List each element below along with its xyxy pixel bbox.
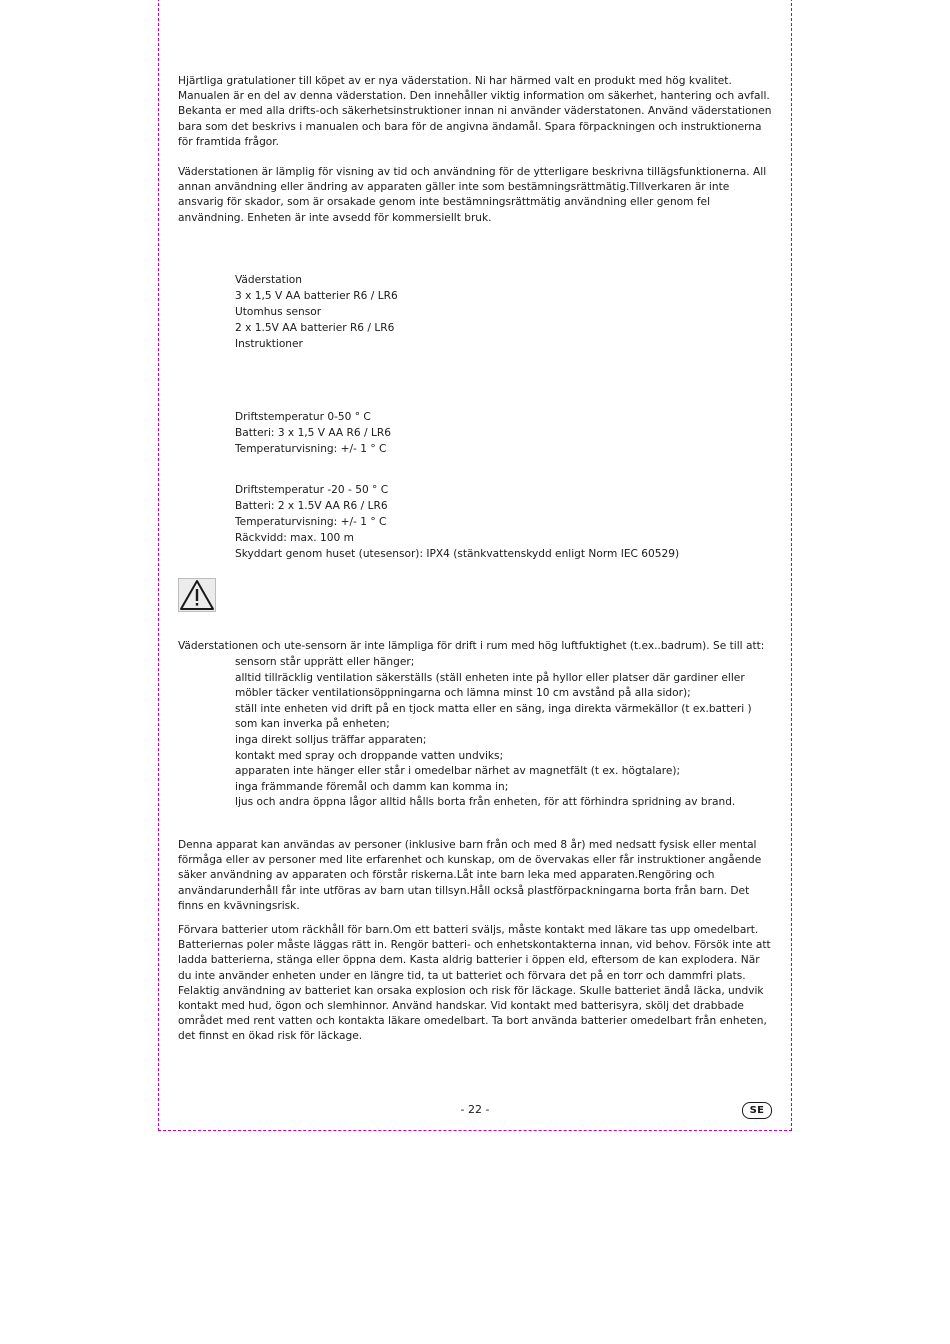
children-paragraph: Denna apparat kan användas av personer (inklusive barn från och med 8 år) med nedsatt fysisk eller mental förmåga eller av personer med lite erfarenhet och kunskap, om de övervakas eller får instruktioner angående säker användning av apparaten och förstår riskerna.Låt inte barn leka med apparaten.Rengöring och användarunderhåll får inte utföras av barn utan tillsyn.Håll också plastförpackningarna borta från barn. Det finns en kvävningsrisk. <box>178 839 762 912</box>
list-item: Driftstemperatur 0-50 ° C <box>235 411 371 423</box>
warning-triangle-icon <box>178 578 216 612</box>
station-specs-list <box>235 409 775 457</box>
list-item: apparaten inte hänger eller står i omedelbar närhet av magnetfält (t ex. högtalare); <box>235 765 681 778</box>
list-item: Väderstation <box>235 274 302 286</box>
intended-use-paragraph: Väderstationen är lämplig för visning av tid och användning för de ytterligare beskrivna tillägsfunktionerna. All annan användning eller ändring av apparaten gäller inte som bestämningsrättmätig.Tillverkaren är inte ansvarig för skador, som är orsakade genom inte bestämningsrättmätig användning eller genom fel användning. Enheten är inte avsedd för kommersiellt bruk. <box>178 166 767 224</box>
list-item: inga främmande föremål och damm kan komma in; <box>235 780 509 793</box>
safety-intro: Väderstationen och ute-sensorn är inte lämpliga för drift i rum med hög luftfuktighet (t.ex..badrum). Se till att: <box>178 640 765 652</box>
list-item: sensorn står upprätt eller hänger; <box>235 656 415 668</box>
intro-paragraph: Hjärtliga gratulationer till köpet av er nya väderstation. Ni har härmed valt en produkt med hög kvalitet. Manualen är en del av denna väderstation. Den innehåller viktig information om säkerhet, hantering och avfall. Bekanta er med alla drifts-och säkerhetsinstruktioner innan ni använder väderstatonen. Använd väderstationen bara som det beskrivs i manualen och bara för de angivna ändamål. Spara förpackningen och instruktionerna för framtida frågor. <box>178 75 772 148</box>
list-item: Utomhus sensor <box>235 306 322 318</box>
list-item: Skyddart genom huset (utesensor): IPX4 (stänkvattenskydd enligt Norm IEC 60529) <box>235 548 680 560</box>
page-number: - 22 - <box>460 1103 490 1116</box>
list-item: Temperaturvisning: +/- 1 ° C <box>235 443 387 455</box>
list-item: Batteri: 2 x 1.5V AA R6 / LR6 <box>235 500 388 512</box>
list-item: Instruktioner <box>235 338 303 350</box>
list-item: kontakt med spray och droppande vatten undviks; <box>235 749 504 762</box>
list-item: Driftstemperatur -20 - 50 ° C <box>235 484 389 496</box>
list-item: alltid tillräcklig ventilation säkerställs (ställ enheten inte på hyllor eller platser där gardiner eller möbler täcker ventilationsöppningarna och lämna minst 10 cm avstånd på alla sidor); <box>235 671 745 700</box>
list-item: 3 x 1,5 V AA batterier R6 / LR6 <box>235 290 398 302</box>
safety-points-list <box>235 655 775 811</box>
language-badge: SE <box>742 1102 772 1119</box>
list-item: ljus och andra öppna lågor alltid hålls borta från enheten, för att förhindra spridning av brand. <box>235 796 736 809</box>
list-item: Batteri: 3 x 1,5 V AA R6 / LR6 <box>235 427 391 439</box>
list-item: ställ inte enheten vid drift på en tjock matta eller en säng, inga direkta värmekällor (t ex.batteri ) som kan inverka på enheten; <box>235 702 752 731</box>
package-contents-list <box>235 272 775 352</box>
list-item: Temperaturvisning: +/- 1 ° C <box>235 516 387 528</box>
list-item: 2 x 1.5V AA batterier R6 / LR6 <box>235 322 395 334</box>
list-item: Räckvidd: max. 100 m <box>235 532 354 544</box>
sensor-specs-list <box>235 482 775 562</box>
list-item: inga direkt solljus träffar apparaten; <box>235 733 427 746</box>
battery-paragraph: Förvara batterier utom räckhåll för barn.Om ett batteri sväljs, måste kontakt med läkare tas upp omedelbart. Batteriernas poler måste läggas rätt in. Rengör batteri- och enhetskontakterna innan, vid behov. Försök inte att ladda batterierna, stänga eller öppna dem. Kasta aldrig batterier i öppen eld, eftersom de kan explodera. När du inte använder enheten under en längre tid, ta ut batteriet och förvara det på en torr och dammfri plats. Felaktig användning av batteriet kan orsaka explosion och risk för läckage. Skulle batteriet ändå läcka, undvik kontakt med hud, ögon och slemhinnor. Använd handskar. Vid kontakt med batterisyra, skölj det drabbade området med rent vatten och kontakta läkare omedelbart. Ta bort använda batterier omedelbart från enheten, det finnst en ökad risk för läckage. <box>178 924 771 1043</box>
